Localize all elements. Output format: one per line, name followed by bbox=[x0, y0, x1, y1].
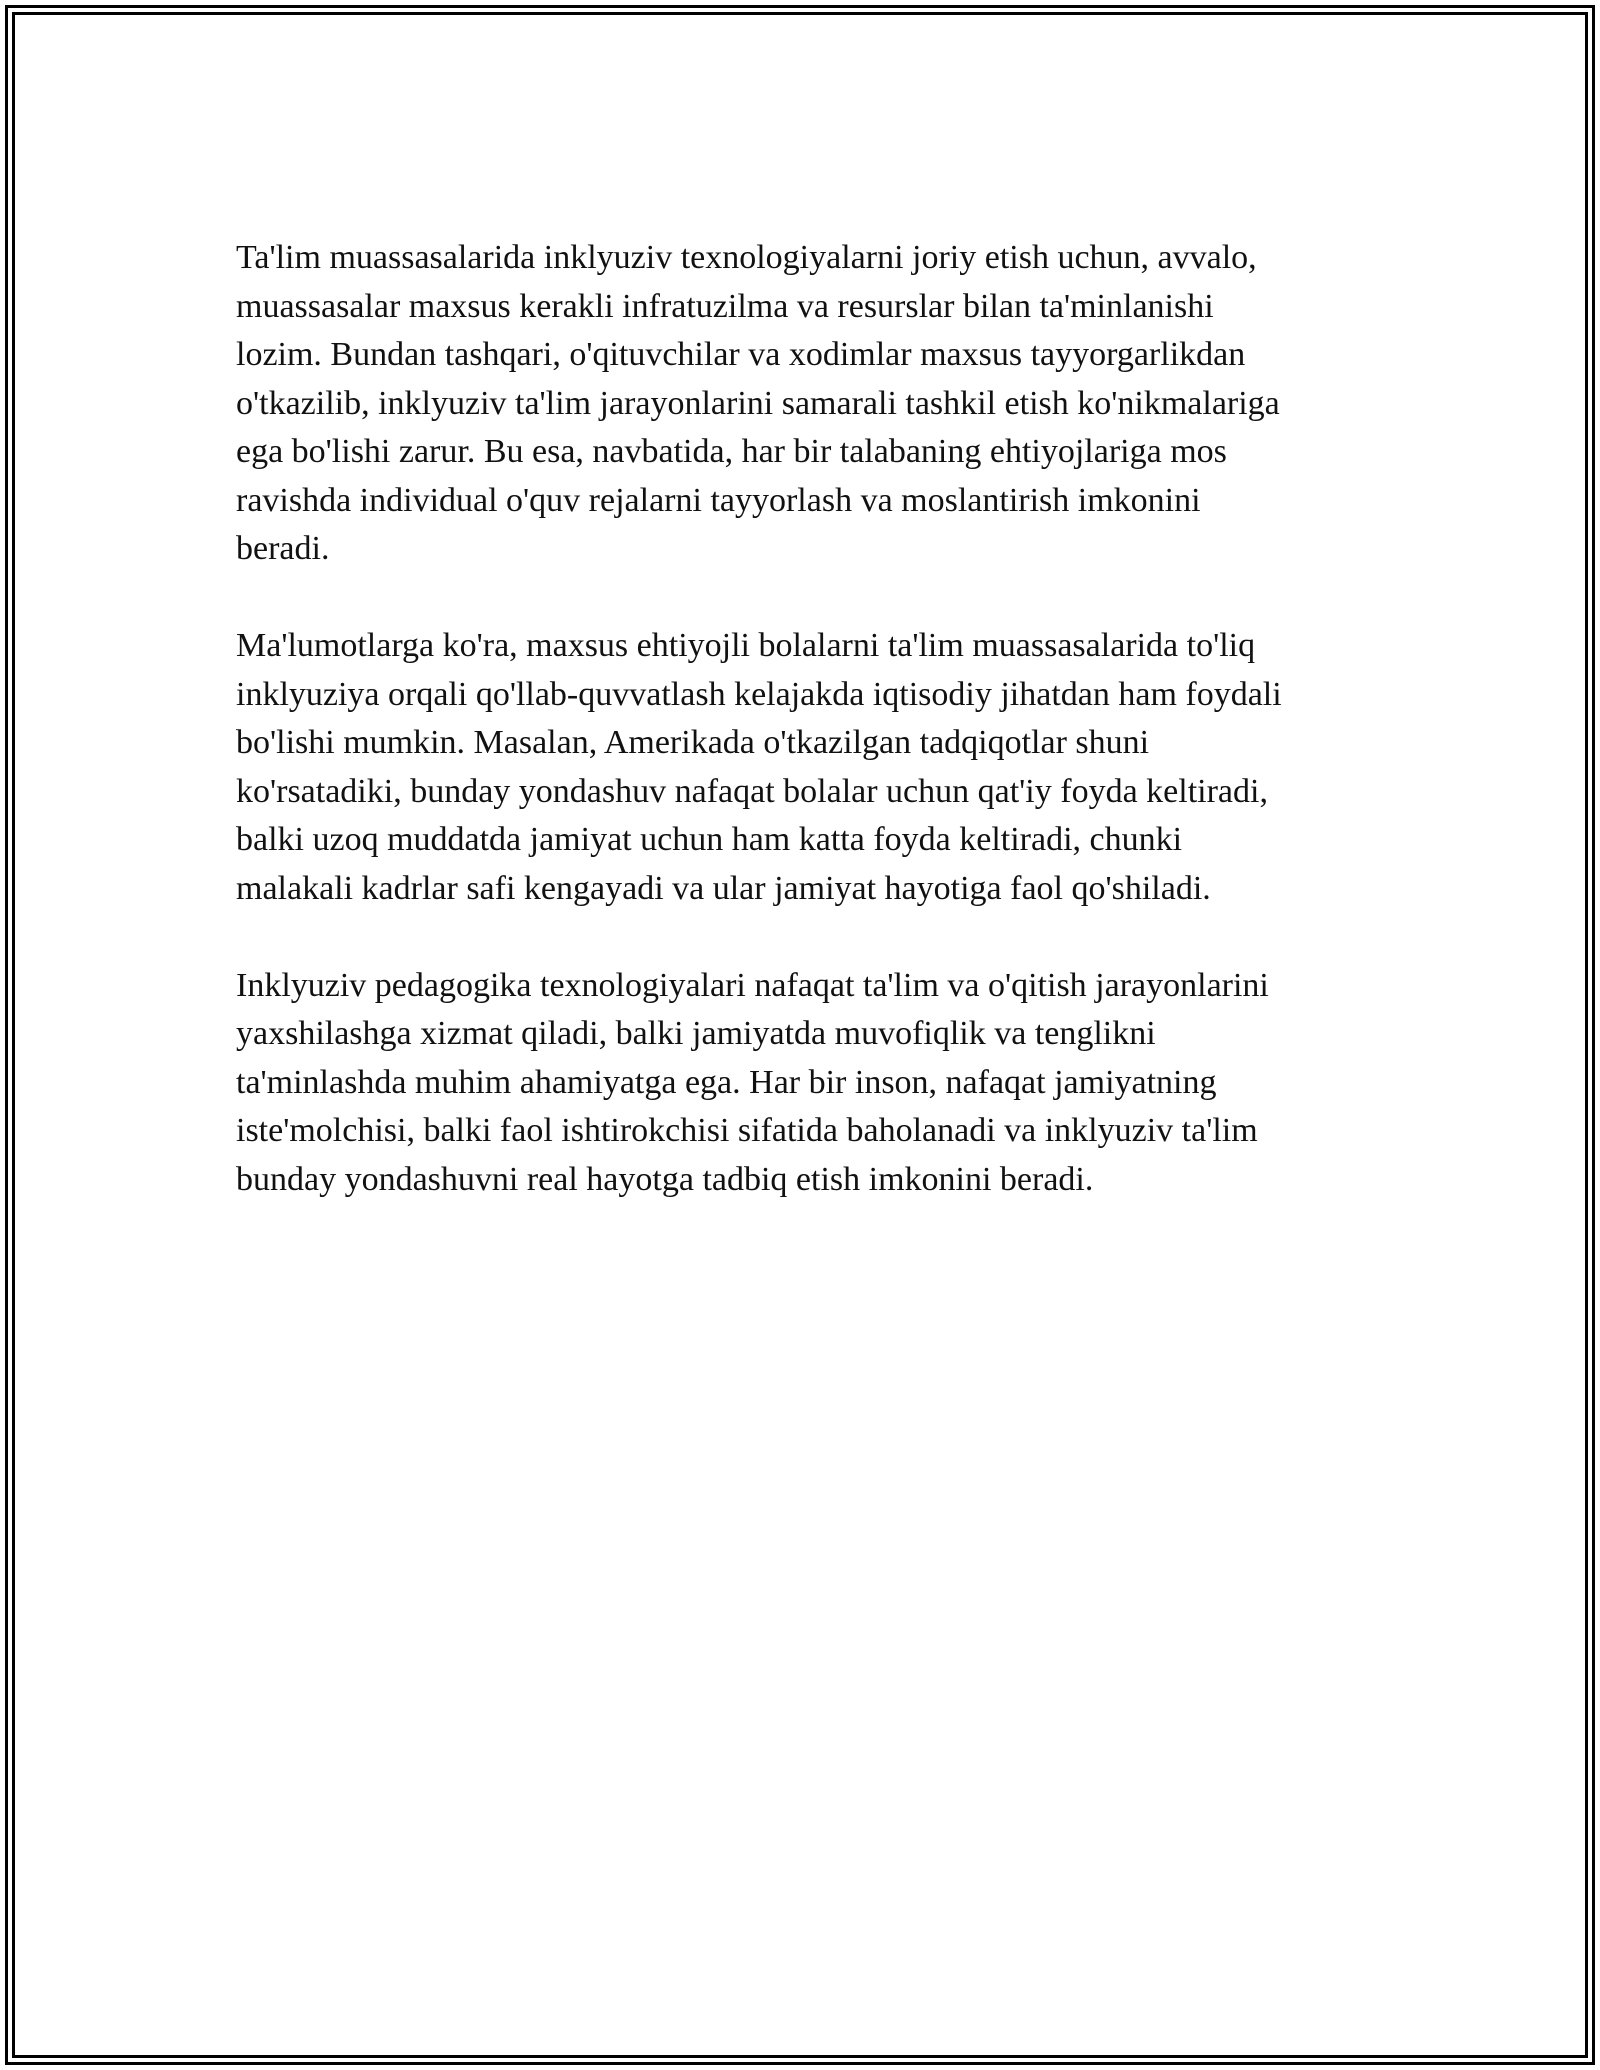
text-line: ravishda individual o'quv rejalarni tayyorlash va moslantirish imkonini bbox=[236, 481, 1201, 519]
text-line: bo'lishi mumkin. Masalan, Amerikada o'tkazilgan tadqiqotlar shuni bbox=[236, 724, 1150, 761]
text-line: bunday yondashuvni real hayotga tadbiq etish imkonini beradi. bbox=[236, 1160, 1094, 1198]
text-line: ega bo'lishi zarur. Bu esa, navbatida, har bir talabaning ehtiyojlariga mos bbox=[236, 433, 1227, 470]
text-line: Ta'lim muassasalarida inklyuziv texnologiyalarni joriy etish uchun, avvalo, bbox=[236, 239, 1257, 276]
text-line: lozim. Bundan tashqari, o'qituvchilar va xodimlar maxsus tayyorgarlikdan bbox=[236, 336, 1246, 373]
text-line: muassasalar maxsus kerakli infratuzilma va resurslar bilan ta'minlanishi bbox=[236, 287, 1214, 325]
text-line: Ma'lumotlarga ko'ra, maxsus ehtiyojli bolalarni ta'lim muassasalarida to'liq bbox=[236, 627, 1256, 664]
text-line: ko'rsatadiki, bunday yondashuv nafaqat bolalar uchun qat'iy foyda keltiradi, bbox=[236, 772, 1268, 810]
text-line: ta'minlashda muhim ahamiyatga ega. Har bir inson, nafaqat jamiyatning bbox=[236, 1063, 1217, 1101]
text-line: balki uzoq muddatda jamiyat uchun ham katta foyda keltiradi, chunki bbox=[236, 821, 1183, 858]
text-line: iste'molchisi, balki faol ishtirokchisi sifatida baholanadi va inklyuziv ta'lim bbox=[236, 1112, 1258, 1149]
document-body bbox=[236, 234, 1386, 1253]
text-line: yaxshilashga xizmat qiladi, balki jamiyatda muvofiqlik va tenglikni bbox=[236, 1015, 1156, 1052]
text-line: Inklyuziv pedagogika texnologiyalari nafaqat ta'lim va o'qitish jarayonlarini bbox=[236, 966, 1269, 1004]
paragraph-3 bbox=[236, 962, 1386, 1205]
text-line: o'tkazilib, inklyuziv ta'lim jarayonlarini samarali tashkil etish ko'nikmalariga bbox=[236, 384, 1280, 422]
text-line: beradi. bbox=[236, 530, 330, 567]
text-line: inklyuziya orqali qo'llab-quvvatlash kelajakda iqtisodiy jihatdan ham foydali bbox=[236, 675, 1282, 713]
text-line: malakali kadrlar safi kengayadi va ular jamiyat hayotiga faol qo'shiladi. bbox=[236, 869, 1211, 907]
paragraph-2 bbox=[236, 622, 1386, 913]
paragraph-1 bbox=[236, 234, 1386, 574]
